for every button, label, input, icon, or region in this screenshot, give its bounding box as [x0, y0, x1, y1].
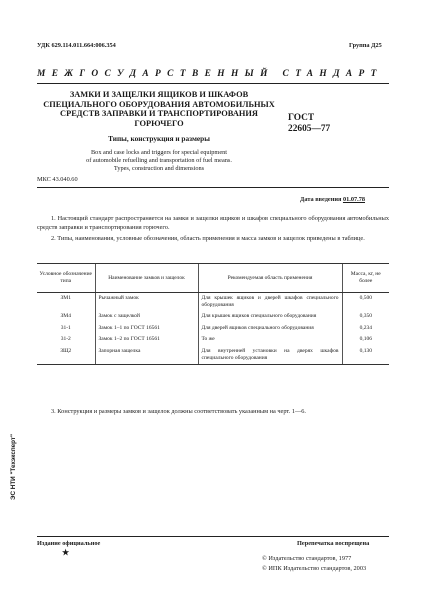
type-code: ЗМ4	[60, 313, 71, 320]
table-row	[37, 334, 389, 346]
top-rule	[37, 83, 389, 84]
lock-name: Замок 1–1 по ГОСТ 16561	[95, 323, 198, 335]
title-line: СПЕЦИАЛЬНОГО ОБОРУДОВАНИЯ АВТОМОБИЛЬНЫХ	[43, 99, 275, 109]
column-header: Масса, кг, не более	[342, 264, 389, 293]
mass-value: 0,234	[342, 323, 389, 335]
table-row	[37, 323, 389, 335]
table-row	[37, 293, 389, 312]
copyright-1: © Издательство стандартов, 1977	[262, 555, 352, 562]
footer-rule	[37, 536, 389, 537]
mid-rule	[37, 187, 389, 188]
column-header: Наименование замков и защелок	[95, 264, 198, 293]
table-row	[37, 346, 389, 365]
copyright-2: © ИПК Издательство стандартов, 2003	[262, 565, 367, 572]
title-line: СРЕДСТВ ЗАПРАВКИ И ТРАНСПОРТИРОВАНИЯ	[60, 109, 258, 119]
application-area: То же	[198, 334, 342, 346]
title-en	[40, 149, 278, 173]
table-header-row	[37, 264, 389, 293]
title-line: ГОРЮЧЕГО	[134, 118, 184, 128]
lock-name: Замок 1–2 по ГОСТ 16561	[95, 334, 198, 346]
type-code: 31-1	[60, 324, 71, 331]
title-line: ЗАМКИ И ЗАЩЕЛКИ ЯЩИКОВ И ШКАФОВ	[69, 90, 249, 99]
standard-banner: МЕЖГОСУДАРСТВЕННЫЙ СТАНДАРТ	[37, 69, 383, 79]
type-code: ЗЩ2	[37, 346, 95, 365]
mass-value: 0,350	[342, 311, 389, 323]
intro-date-label: Дата введения	[300, 196, 342, 203]
gost-label: ГОСТ	[288, 113, 315, 123]
mks-code: МКС 43.040.60	[37, 176, 78, 183]
subtitle-ru: Типы, конструкция и размеры	[108, 134, 210, 143]
mass-value: 0,500	[342, 293, 389, 312]
application-area: Для крышек ящиков специального оборудования	[198, 311, 342, 323]
table-row	[37, 311, 389, 323]
edition-label: Издание официальное	[37, 540, 101, 547]
application-area: Для крышек ящиков и дверей шкафов специального оборудования	[198, 293, 342, 312]
application-area: Для дверей ящиков специального оборудования	[198, 323, 342, 335]
reprint-notice: Перепечатка воспрещена	[297, 540, 370, 547]
gost-block	[288, 113, 330, 134]
type-code: ЗМ1	[60, 295, 71, 301]
title-ru	[40, 90, 278, 128]
paragraph-1: 1. Настоящий стандарт распространяется на замки и защелки ящиков и шкафов специального оборудования автомобильных средств заправки и транспортирования горючего.	[37, 215, 389, 231]
type-code: 31-2	[60, 336, 71, 343]
lock-name: Замок с защелкой	[95, 311, 198, 323]
column-header: Условное обозначение типа	[37, 264, 95, 293]
locks-table	[37, 263, 389, 365]
group-code: Группа Д25	[349, 42, 382, 49]
title-en-line: of automobile refuelling and transportation of fuel means.	[86, 156, 232, 164]
paragraph-3: 3. Конструкция и размеры замков и защелок должны соответствовать указанным на черт. 1—6.	[51, 408, 307, 415]
udk-code: УДК 629.114.011.664:006.354	[37, 42, 116, 49]
mass-value: 0,106	[342, 334, 389, 346]
mass-value: 0,130	[342, 346, 389, 365]
side-stamp: ЭС НТИ "Техэксперт"	[10, 434, 17, 500]
lock-name: Рычажный замок	[95, 293, 198, 312]
star-icon: ★	[62, 548, 70, 557]
title-en-line: Types, construction and dimensions	[113, 164, 205, 172]
lock-name: Запорная защелка	[95, 346, 198, 365]
title-en-line: Box and case locks and triggers for special equipment	[90, 149, 228, 156]
application-area: Для внутренней установки на дверях шкафов специального оборудования	[198, 346, 342, 365]
paragraph-2: 2. Типы, наименования, условные обозначения, область применения и масса замков и защелок приведены в таблице.	[51, 235, 365, 242]
intro-date	[300, 196, 365, 203]
column-header: Рекомендуемая область применения	[198, 264, 342, 293]
intro-date-value: 01.07.78	[342, 196, 365, 203]
gost-number: 22605—77	[288, 123, 331, 134]
